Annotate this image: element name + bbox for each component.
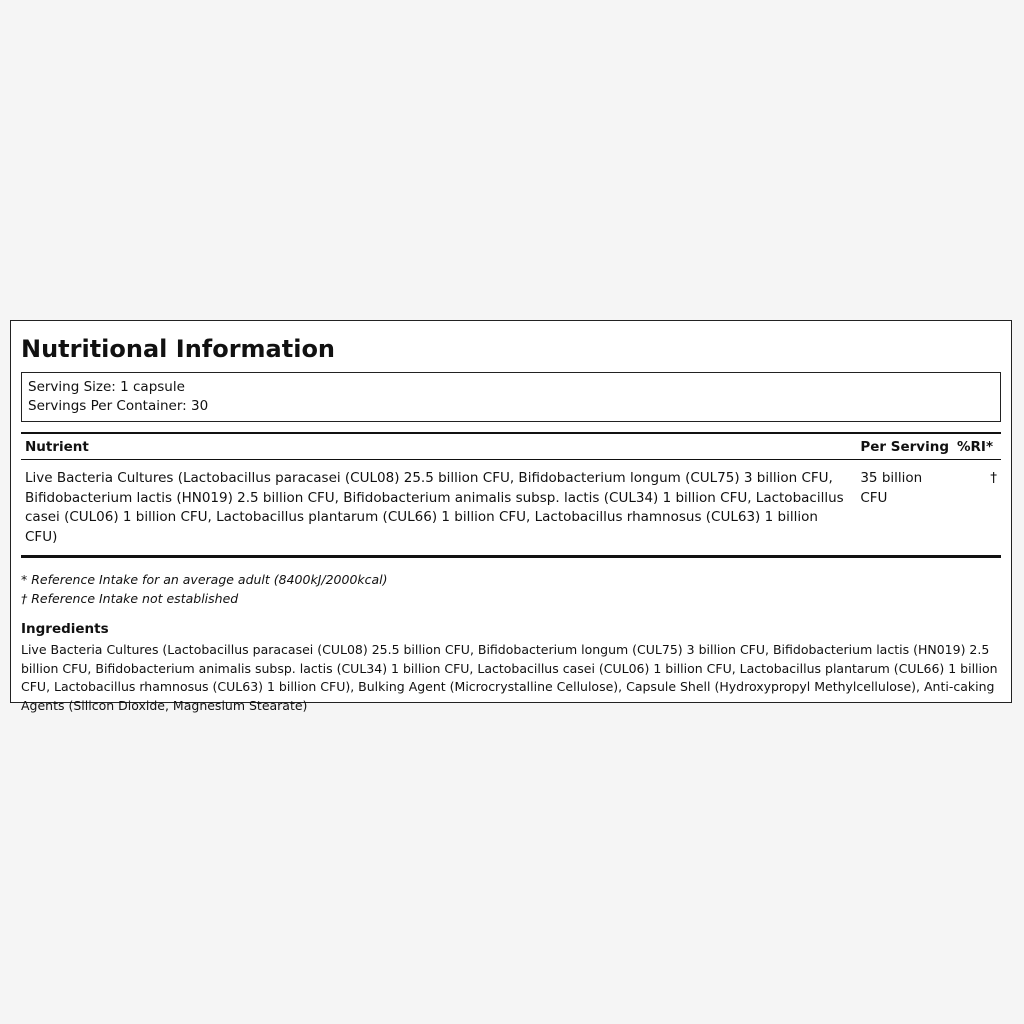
ri-cell: † [990, 470, 997, 486]
serving-size: Serving Size: 1 capsule [28, 379, 185, 395]
table-row [21, 460, 1001, 557]
footnote-not-established: † Reference Intake not established [21, 591, 239, 606]
footnotes [21, 570, 1001, 608]
serving-info-box [21, 372, 1001, 422]
servings-per-container: Servings Per Container: 30 [28, 398, 209, 414]
ingredients-text: Live Bacteria Cultures (Lactobacillus paracasei (CUL08) 25.5 billion CFU, Bifidobacterium longum (CUL75) 3 billion CFU, Bifidobacterium lactis (HN019) 2.5 billion CFU, Bifidobacterium animalis subsp. lactis (CUL34) 1 billion CFU, Lactobacillus casei (CUL06) 1 billion CFU, Lactobacillus plantarum (CUL66) 1 billion CFU, Lactobacillus rhamnosus (CUL63) 1 billion CFU), Bulking Agent (Microcrystalline Cellulose), Capsule Shell (Hydroxypropyl Methylcellulose), Anti-caking Agents (Silicon Dioxide, Magnesium Stearate) [21, 642, 998, 713]
ingredients-heading: Ingredients [21, 621, 109, 637]
per-serving-cell: 35 billion CFU [860, 470, 923, 506]
table-header-row [21, 433, 1001, 460]
header-per-serving: Per Serving [856, 433, 953, 460]
header-ri: %RI* [953, 433, 1001, 460]
panel-title: Nutritional Information [21, 335, 336, 363]
nutrition-panel [10, 320, 1012, 713]
nutrient-cell: Live Bacteria Cultures (Lactobacillus paracasei (CUL08) 25.5 billion CFU, Bifidobacterium longum (CUL75) 3 billion CFU, Bifidobacterium lactis (HN019) 2.5 billion CFU, Bifidobacterium animalis subsp. lactis (CUL34) 1 billion CFU, Lactobacillus casei (CUL06) 1 billion CFU, Lactobacillus plantarum (CUL66) 1 billion CFU, Lactobacillus rhamnosus (CUL63) 1 billion CFU) [25, 470, 844, 545]
footnote-reference-intake: * Reference Intake for an average adult (8400kJ/2000kcal) [21, 572, 388, 587]
header-nutrient: Nutrient [21, 433, 856, 460]
nutrient-table [21, 432, 1001, 558]
